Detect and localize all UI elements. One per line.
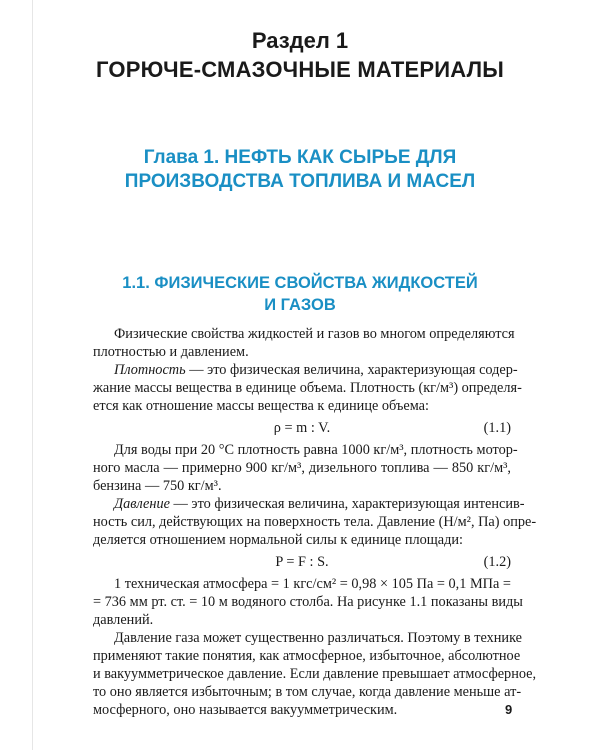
page-number: 9: [505, 702, 513, 717]
subsection-title: [0, 272, 600, 316]
formula-number: (1.2): [483, 554, 511, 570]
paragraph-line: Давление газа может существенно различаться. Поэтому в технике: [114, 630, 523, 646]
paragraph-line: и вакуумметрическое давление. Если давление превышает атмосферное,: [93, 666, 537, 682]
paragraph-line: Давление — это физическая величина, характеризующая интенсив-: [114, 496, 525, 512]
paragraph-line: мосферного, оно называется вакуумметрическим.: [93, 702, 398, 718]
paragraph-line: 1 техническая атмосфера = 1 кгс/см² = 0,98 × 105 Па = 0,1 МПа =: [114, 576, 511, 592]
paragraph-line: Физические свойства жидкостей и газов во многом определяются: [114, 326, 515, 342]
chapter-title-line1: Глава 1. НЕФТЬ КАК СЫРЬЕ ДЛЯ: [143, 147, 457, 168]
paragraph-line: Плотность — это физическая величина, характеризующая содер-: [114, 362, 518, 378]
subsection-title-line2: И ГАЗОВ: [264, 296, 336, 314]
formula-expression: ρ = m : V.: [273, 420, 331, 436]
paragraph-line: плотностью и давлением.: [93, 344, 249, 360]
paragraph-line: деляется отношением нормальной силы к единице площади:: [93, 532, 464, 548]
term-density: Плотность: [114, 362, 186, 378]
paragraph-line: жание массы вещества в единице объема. Плотность (кг/м³) определя-: [93, 380, 522, 396]
term-pressure: Давление: [114, 496, 170, 512]
paragraph-line: бензина — 750 кг/м³.: [93, 478, 222, 494]
paragraph-line: применяют такие понятия, как атмосферное, избыточное, абсолютное: [93, 648, 521, 664]
chapter-title: [0, 146, 600, 194]
formula-number: (1.1): [483, 420, 511, 436]
paragraph-line: то оно является избыточным; в том случае, когда давление меньше ат-: [93, 684, 522, 700]
chapter-title-line2: ПРОИЗВОДСТВА ТОПЛИВА И МАСЕЛ: [124, 171, 476, 192]
paragraph-line: Для воды при 20 °С плотность равна 1000 кг/м³, плотность мотор-: [114, 442, 518, 458]
paragraph-line: ность сил, действующих на поверхность тела. Давление (Н/м², Па) опре-: [93, 514, 537, 530]
formula-expression: P = F : S.: [275, 554, 329, 570]
paragraph-line: давлений.: [93, 612, 154, 628]
paragraph-line: ется как отношение массы вещества к единице объема:: [93, 398, 429, 414]
section-number: Раздел 1: [251, 28, 349, 53]
paragraph-line: = 736 мм рт. ст. = 10 м водяного столба. На рисунке 1.1 показаны виды: [93, 594, 523, 610]
paragraph-line: ного масла — примерно 900 кг/м³, дизельного топлива — 850 кг/м³,: [93, 460, 511, 476]
subsection-title-line1: 1.1. ФИЗИЧЕСКИЕ СВОЙСТВА ЖИДКОСТЕЙ: [122, 274, 478, 292]
section-title: ГОРЮЧЕ-СМАЗОЧНЫЕ МАТЕРИАЛЫ: [96, 57, 504, 82]
